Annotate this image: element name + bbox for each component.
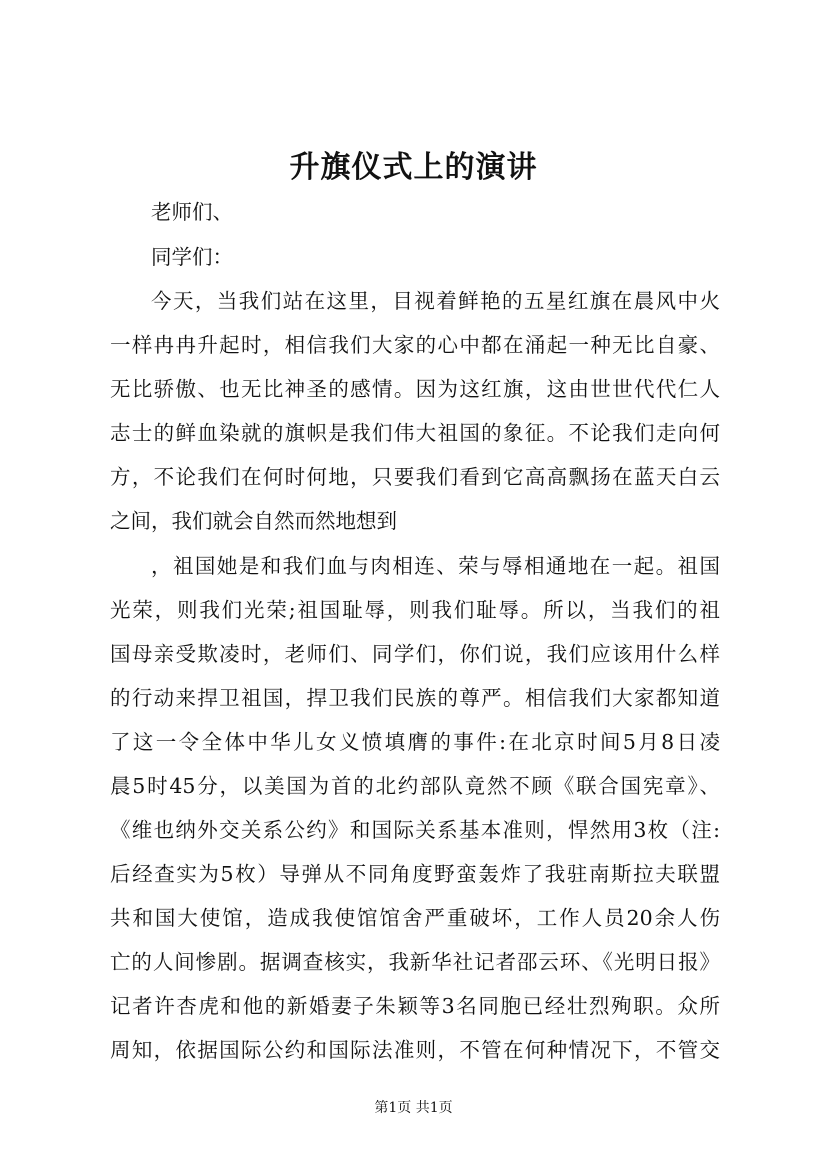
body-line: 了这一令全体中华儿女义愤填膺的事件:在北京时间5月8日凌 bbox=[110, 730, 720, 754]
body-line: 晨5时45分，以美国为首的北约部队竟然不顾《联合国宪章》、 bbox=[110, 774, 720, 798]
body-line: 一样冉冉升起时，相信我们大家的心中都在涌起一种无比自豪、 bbox=[110, 333, 720, 357]
page-number-footer: 第1页 共1页 bbox=[374, 1100, 453, 1116]
document-title: 升旗仪式上的演讲 bbox=[289, 150, 538, 185]
body-line: 《维也纳外交关系公约》和国际关系基本准则，悍然用3枚（注: bbox=[110, 818, 720, 842]
body-line: 志士的鲜血染就的旗帜是我们伟大祖国的象征。不论我们走向何 bbox=[110, 421, 720, 445]
body-line: 光荣，则我们光荣;祖国耻辱，则我们耻辱。所以，当我们的祖 bbox=[110, 598, 720, 622]
body-line: 之间，我们就会自然而然地想到 bbox=[110, 509, 397, 533]
salutation-students: 同学们： bbox=[151, 245, 233, 269]
body-line: 后经查实为5枚）导弹从不同角度野蛮轰炸了我驻南斯拉夫联盟 bbox=[110, 862, 720, 886]
body-line: 方，不论我们在何时何地，只要我们看到它高高飘扬在蓝天白云 bbox=[110, 465, 720, 489]
body-line: 今天，当我们站在这里，目视着鲜艳的五星红旗在晨风中火 bbox=[151, 289, 720, 313]
body-line: 的行动来捍卫祖国，捍卫我们民族的尊严。相信我们大家都知道 bbox=[110, 686, 720, 710]
body-line: ，祖国她是和我们血与肉相连、荣与辱相通地在一起。祖国 bbox=[151, 554, 720, 578]
body-line: 周知，依据国际公约和国际法准则，不管在何种情况下，不管交 bbox=[110, 1038, 720, 1062]
salutation-teachers: 老师们、 bbox=[151, 200, 233, 224]
body-line: 记者许杏虎和他的新婚妻子朱颖等3名同胞已经壮烈殉职。众所 bbox=[110, 994, 720, 1018]
body-line: 共和国大使馆，造成我使馆馆舍严重破坏，工作人员20余人伤 bbox=[110, 906, 720, 930]
body-line: 国母亲受欺凌时，老师们、同学们，你们说，我们应该用什么样 bbox=[110, 642, 720, 666]
body-line: 亡的人间惨剧。据调查核实，我新华社记者邵云环、《光明日报》 bbox=[110, 950, 720, 974]
body-line: 无比骄傲、也无比神圣的感情。因为这红旗，这由世世代代仁人 bbox=[110, 377, 720, 401]
